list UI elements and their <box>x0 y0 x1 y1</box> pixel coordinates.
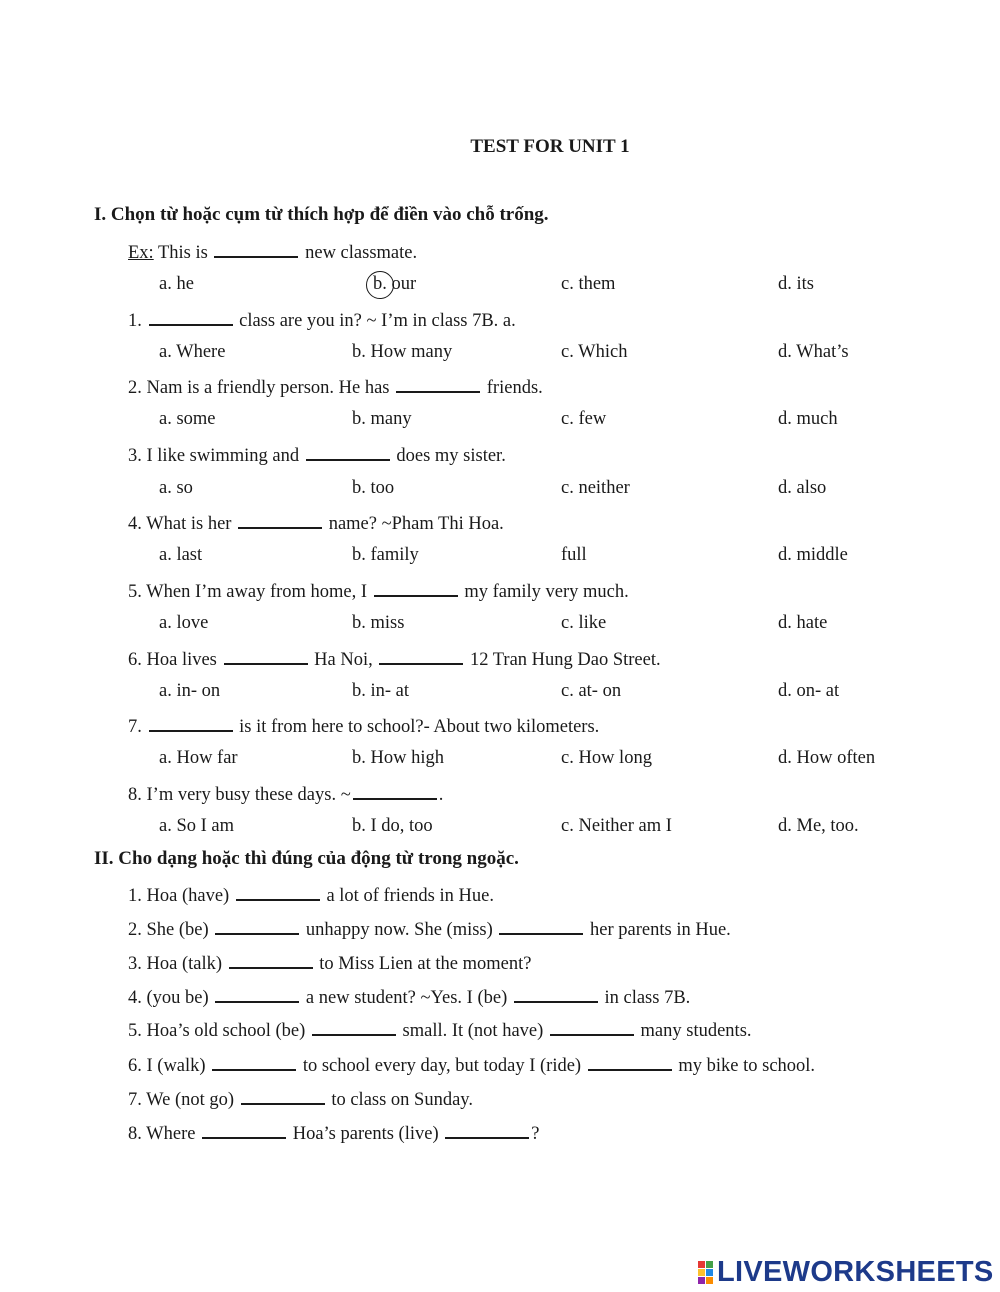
question-2-options <box>0 407 1000 431</box>
question-text: 4. What is her <box>128 514 237 534</box>
blank-field[interactable] <box>241 1085 325 1105</box>
question-4-options <box>0 543 1000 567</box>
item-text: 7. We (not go) <box>128 1090 239 1110</box>
verb-item-5 <box>128 1016 752 1043</box>
option-a[interactable]: a. Where <box>159 342 226 362</box>
option-d[interactable]: d. much <box>778 409 838 429</box>
blank-field[interactable] <box>499 915 583 935</box>
question-5-options <box>0 611 1000 635</box>
question-text: is it from here to school?- About two kilometers. <box>234 717 600 737</box>
example-options <box>0 272 1000 296</box>
question-7-options <box>0 746 1000 770</box>
question-text: . <box>438 785 444 805</box>
question-3-options <box>0 476 1000 500</box>
option-c[interactable]: c. them <box>561 274 616 294</box>
item-text: small. It (not have) <box>397 1021 548 1041</box>
blank-field[interactable] <box>588 1051 672 1071</box>
option-b[interactable]: b. family <box>352 545 419 565</box>
verb-item-4 <box>128 983 690 1010</box>
blank-field[interactable] <box>550 1016 634 1036</box>
option-c[interactable]: c. Which <box>561 342 628 362</box>
question-text: 1. <box>128 311 147 331</box>
blank-field[interactable] <box>312 1016 396 1036</box>
item-text: unhappy now. She (miss) <box>301 920 498 940</box>
option-b[interactable]: b. miss <box>352 613 405 633</box>
question-text: 5. When I’m away from home, I <box>128 582 372 602</box>
question-text: 7. <box>128 717 147 737</box>
item-text: to school every day, but today I (ride) <box>298 1056 586 1076</box>
blank-field[interactable] <box>229 949 313 969</box>
question-7 <box>128 712 599 739</box>
item-text: a new student? ~Yes. I (be) <box>301 988 512 1008</box>
item-text: to class on Sunday. <box>326 1090 473 1110</box>
verb-item-3 <box>128 949 531 976</box>
option-b[interactable]: b. too <box>352 478 395 498</box>
blank-field[interactable] <box>149 712 233 732</box>
item-text: to Miss Lien at the moment? <box>314 954 532 974</box>
question-5 <box>128 577 629 604</box>
blank-field[interactable] <box>236 881 320 901</box>
logo-block <box>698 1269 705 1276</box>
blank-field[interactable] <box>306 441 390 461</box>
logo-block <box>706 1277 713 1284</box>
option-c[interactable]: c. at- on <box>561 681 622 701</box>
option-d[interactable]: d. What’s <box>778 342 849 362</box>
question-2 <box>128 373 543 400</box>
item-text: in class 7B. <box>599 988 691 1008</box>
blank-field[interactable] <box>353 780 437 800</box>
question-text: friends. <box>482 378 543 398</box>
option-a[interactable]: a. some <box>159 409 216 429</box>
question-1 <box>128 306 516 333</box>
item-text: many students. <box>635 1021 752 1041</box>
blank-field[interactable] <box>224 645 308 665</box>
page-title: TEST FOR UNIT 1 <box>470 136 630 157</box>
liveworksheets-logo <box>698 1252 994 1292</box>
option-c[interactable]: c. Neither am I <box>561 816 672 836</box>
verb-item-1 <box>128 881 494 908</box>
option-b[interactable]: b. our <box>373 274 417 294</box>
question-text: Ha Noi, <box>309 650 378 670</box>
logo-block <box>698 1277 705 1284</box>
item-text: Hoa’s parents (live) <box>288 1124 444 1144</box>
item-text: 1. Hoa (have) <box>128 886 234 906</box>
option-d[interactable]: d. hate <box>778 613 828 633</box>
option-c[interactable]: c. like <box>561 613 607 633</box>
item-text: 8. Where <box>128 1124 201 1144</box>
item-text: her parents in Hue. <box>585 920 731 940</box>
question-text: does my sister. <box>391 446 506 466</box>
question-text: 8. I’m very busy these days. ~ <box>128 785 351 805</box>
blank-field[interactable] <box>238 509 322 529</box>
question-text: 3. I like swimming and <box>128 446 304 466</box>
logo-blocks-icon <box>698 1261 713 1284</box>
example-label: Ex: <box>128 243 154 263</box>
blank-field[interactable] <box>214 238 298 258</box>
question-6 <box>128 645 661 672</box>
option-d[interactable]: d. middle <box>778 545 848 565</box>
question-text: 2. Nam is a friendly person. He has <box>128 378 395 398</box>
option-a[interactable]: a. love <box>159 613 209 633</box>
logo-block <box>698 1261 705 1268</box>
option-a[interactable]: a. in- on <box>159 681 221 701</box>
option-d[interactable]: d. its <box>778 274 814 294</box>
question-1-options <box>0 340 1000 364</box>
logo-block <box>706 1269 713 1276</box>
item-text: 2. She (be) <box>128 920 214 940</box>
question-8 <box>128 780 443 807</box>
question-4 <box>128 509 504 536</box>
blank-field[interactable] <box>374 577 458 597</box>
question-text: 6. Hoa lives <box>128 650 222 670</box>
item-text: ? <box>531 1124 540 1144</box>
blank-field[interactable] <box>396 373 480 393</box>
blank-field[interactable] <box>445 1119 529 1139</box>
blank-field[interactable] <box>215 915 299 935</box>
question-text: class are you in? ~ I’m in class 7B. a. <box>234 311 516 331</box>
blank-field[interactable] <box>149 306 233 326</box>
option-b[interactable]: b. I do, too <box>352 816 433 836</box>
option-a[interactable]: a. last <box>159 545 203 565</box>
option-c[interactable]: full <box>561 545 587 565</box>
verb-item-2 <box>128 915 731 942</box>
question-6-options <box>0 679 1000 703</box>
option-a[interactable]: a. he <box>159 274 194 294</box>
option-d[interactable]: d. Me, too. <box>778 816 859 836</box>
item-text: 5. Hoa’s old school (be) <box>128 1021 310 1041</box>
item-text: 3. Hoa (talk) <box>128 954 227 974</box>
option-b[interactable]: b. How high <box>352 748 444 768</box>
option-b[interactable]: b. many <box>352 409 412 429</box>
blank-field[interactable] <box>514 983 598 1003</box>
option-a[interactable]: a. How far <box>159 748 238 768</box>
example-text-after: new classmate. <box>300 243 418 263</box>
item-text: 6. I (walk) <box>128 1056 211 1076</box>
verb-item-8 <box>128 1119 539 1146</box>
option-d[interactable]: d. on- at <box>778 681 840 701</box>
option-b[interactable]: b. How many <box>352 342 453 362</box>
option-b[interactable]: b. in- at <box>352 681 410 701</box>
section-2-heading: II. Cho dạng hoặc thì đúng của động từ trong ngoặc. <box>94 848 519 869</box>
logo-block <box>706 1261 713 1268</box>
item-text: my bike to school. <box>673 1056 816 1076</box>
option-c[interactable]: c. neither <box>561 478 630 498</box>
blank-field[interactable] <box>212 1051 296 1071</box>
option-a[interactable]: a. so <box>159 478 193 498</box>
verb-item-6 <box>128 1051 815 1078</box>
option-a[interactable]: a. So I am <box>159 816 235 836</box>
logo-text: LIVEWORKSHEETS <box>717 1255 994 1288</box>
example-text-before: This is <box>153 243 213 263</box>
section-1-heading: I. Chọn từ hoặc cụm từ thích hợp để điền vào chỗ trống. <box>94 204 549 225</box>
option-c[interactable]: c. How long <box>561 748 652 768</box>
blank-field[interactable] <box>202 1119 286 1139</box>
option-d[interactable]: d. also <box>778 478 827 498</box>
question-text: 12 Tran Hung Dao Street. <box>465 650 661 670</box>
blank-field[interactable] <box>215 983 299 1003</box>
question-text: name? ~Pham Thi Hoa. <box>324 514 504 534</box>
item-text: 4. (you be) <box>128 988 214 1008</box>
item-text: a lot of friends in Hue. <box>321 886 494 906</box>
answer-circle <box>366 271 394 299</box>
question-3 <box>128 441 506 468</box>
example-line <box>128 238 417 265</box>
blank-field[interactable] <box>379 645 463 665</box>
question-text: my family very much. <box>459 582 629 602</box>
question-8-options <box>0 814 1000 838</box>
option-d[interactable]: d. How often <box>778 748 876 768</box>
option-c[interactable]: c. few <box>561 409 607 429</box>
verb-item-7 <box>128 1085 473 1112</box>
